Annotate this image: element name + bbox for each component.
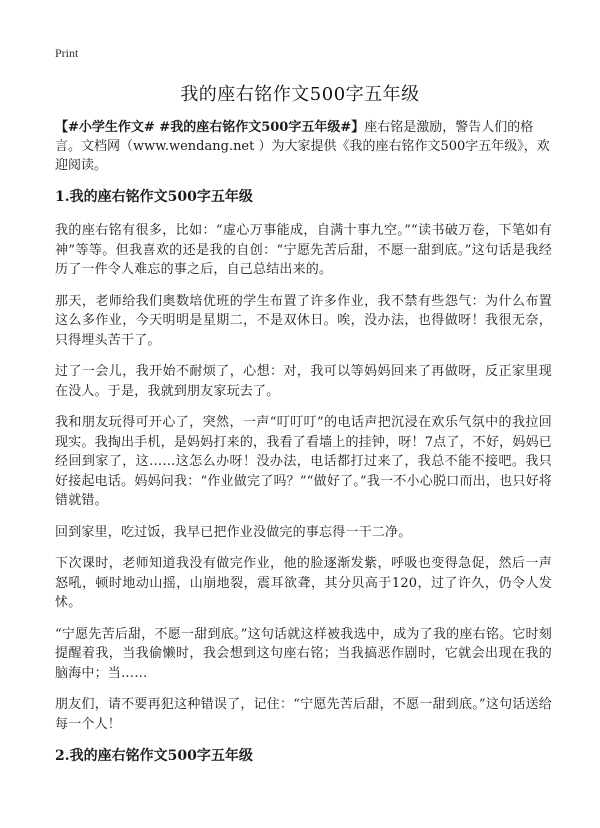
paragraph-1: 我的座右铭有很多，比如：“虚心万事能成，自满十事九空。”“读书破万卷，下笔如有神”等等。但我喜欢的还是我的自创：“宁愿先苦后甜，不愿一甜到底。”这句话是我经历了一件令人难忘的事之后，自己总结出来的。 — [55, 223, 552, 277]
intro-tags: 【#小学生作文# #我的座右铭作文500字五年级#】 — [55, 120, 365, 135]
paragraph-6: 下次课时，老师知道我没有做完作业，他的脸逐渐发紫，呼吸也变得急促，然后一声怒吼，顿时地动山摇，山崩地裂，震耳欲聋，其分贝高于120，过了许久，仍令人发怵。 — [55, 556, 552, 610]
intro-text: 座右铭是激励，警告人们的格言。文档网（www.wendang.net ）为大家提供《我的座右铭作文500字五年级》，欢迎阅读。 — [55, 120, 550, 173]
paragraph-3: 过了一会儿，我开始不耐烦了，心想：对，我可以等妈妈回来了再做呀，反正家里现在没人。于是，我就到朋友家玩去了。 — [55, 364, 552, 399]
section-heading-1: 1.我的座右铭作文500字五年级 — [55, 189, 253, 205]
page-title: 我的座右铭作文500字五年级 — [180, 84, 420, 105]
document-body — [55, 118, 552, 780]
section-heading-2: 2.我的座右铭作文500字五年级 — [55, 748, 253, 764]
paragraph-2: 那天，老师给我们奥数培优班的学生布置了许多作业，我不禁有些怨气：为什么布置这么多作业，今天明明是星期二，不是双休日。唉，没办法，也得做呀！我很无奈，只得埋头苦干了。 — [55, 293, 552, 348]
print-label: Print — [55, 46, 79, 60]
intro-paragraph — [55, 118, 552, 175]
paragraph-8: 朋友们，请不要再犯这种错误了，记住：“宁愿先苦后甜，不愿一甜到底。”这句话送给每一个人！ — [55, 697, 552, 732]
paragraph-7: “宁愿先苦后甜，不愿一甜到底。”这句话就这样被我选中，成为了我的座右铭。它时刻提醒着我，当我偷懒时，我会想到这句座右铭；当我搞恶作剧时，它就会出现在我的脑海中；当…… — [55, 626, 552, 681]
paragraph-4: 我和朋友玩得可开心了，突然，一声“叮叮叮”的电话声把沉浸在欢乐气氛中的我拉回现实。我掏出手机，是妈妈打来的，我看了看墙上的挂钟，呀！7点了，不好，妈妈已经回到家了，这……这怎么办呀！没办法，电话都打过来了，我总不能不接吧。我只好接起电话。妈妈问我：“作业做完了吗？”“做好了。”我一不小心脱口而出，也只好将错就错。 — [55, 415, 552, 508]
paragraph-5: 回到家里，吃过饭，我早已把作业没做完的事忘得一干二净。 — [55, 524, 412, 540]
